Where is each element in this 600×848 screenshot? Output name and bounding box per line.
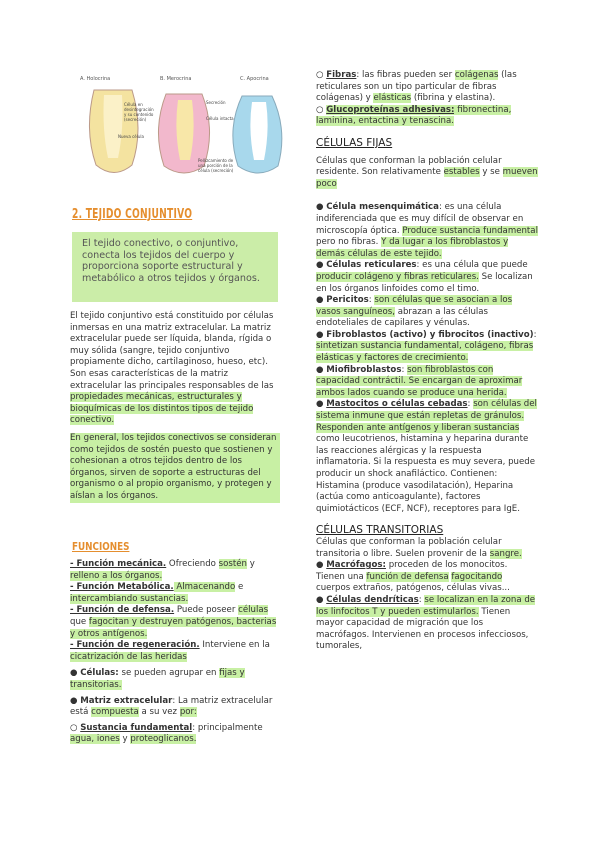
- mesenchymal-item: ● Célula mesenquimática: es una célula indiferenciada que es muy difícil de observar en microscopía óptica. Produce sustancia fundamental pero no fibras. Y da lugar a los fibroblastos y demás células de este tejido.: [316, 202, 538, 259]
- cells-item: ● Células: se pueden agrupar en fijas y transitorias.: [70, 668, 245, 690]
- function-4: - Función de regeneración. Interviene en la cicatrización de las heridas: [70, 640, 270, 662]
- fig-label-5: Nueva célula: [118, 134, 144, 139]
- fig-label-1: Célula en: [124, 102, 143, 107]
- function-3: - Función de defensa. Puede poseer células que fagocitan y destruyen patógenos, bacterias y otros antígenos.: [70, 605, 277, 639]
- fig-label-2: desintegración: [124, 107, 154, 112]
- fijas-heading: CÉLULAS FIJAS: [316, 136, 393, 149]
- dendritic-item: ● Células dendríticas: se localizan en la zona de los linfocitos T y pueden estimularlos. Tienen mayor capacidad de migración que los macrófagos. Intervienen en procesos infecciosos, tumorales,: [316, 594, 536, 652]
- fijas-intro: Células que conforman la población celular residente. Son relativamente estables y se mueven poco: [316, 155, 538, 189]
- fig-label-8: Pellizcamiento de: [198, 158, 234, 163]
- fig-label-c: C. Apocrina: [240, 76, 269, 82]
- intro-box: [72, 232, 278, 302]
- funciones-heading: FUNCIONES: [72, 540, 130, 553]
- fig-label-9: una porción de la: [198, 163, 233, 168]
- fibroblasts-item: ● Fibroblastos (activo) y fibrocitos (inactivo): sintetizan sustancia fundamental, colágeno, fibras elásticas y factores de crecimiento.: [316, 329, 537, 364]
- pericytes-item: ● Pericitos: son células que se asocian a los vasos sanguíneos, abrazan a las células endoteliales de capilares y vénulas.: [316, 295, 513, 329]
- myofibroblasts-item: ● Miofibroblastos: son fibroblastos con capacidad contráctil. Se encargan de aproximar ambos lados cuando se produce una herida.: [316, 364, 523, 398]
- fundamental-item: ○ Sustancia fundamental: principalmente agua, iones y proteoglicanos.: [70, 722, 263, 745]
- function-2: - Función Metabólica. Almacenando e intercambiando sustancias.: [70, 582, 244, 604]
- transitorias-intro: Células que conforman la población celular transitoria o libre. Suelen provenir de la sangre.: [316, 536, 522, 559]
- section-heading: 2. TEJIDO CONJUNTIVO: [72, 207, 193, 222]
- fig-label-a: A. Holocrina: [80, 76, 111, 82]
- glyco-item: ○ Glucoproteínas adhesivas: fibronectina, laminina, entactina y tenascina.: [316, 104, 512, 127]
- right-column: [316, 70, 538, 653]
- function-1: - Función mecánica. Ofreciendo sostén y relleno a los órganos.: [70, 559, 255, 581]
- paragraph-2: En general, los tejidos conectivos se consideran como tejidos de sostén puesto que sostienen y cohesionan a otros tejidos dentro de los órganos, sirven de soporte a estructuras del organismo o al propio organismo, y protegen y aíslan a los órganos.: [70, 433, 280, 503]
- fig-label-10: célula (secreción): [198, 168, 234, 173]
- macrophages-item: ● Macrófagos: proceden de los monocitos. Tienen una función de defensa fagocitando cuerpos extraños, patógenos, células vivas...: [316, 560, 510, 594]
- fig-label-b: B. Merocrina: [160, 76, 192, 82]
- fig-label-7: Célula intacta: [206, 116, 234, 121]
- matrix-item: ● Matriz extracelular: La matriz extracelular está compuesta a su vez por:: [70, 695, 273, 718]
- reticular-item: ● Células reticulares: es una célula que puede producir colágeno y fibras reticulares. Se localizan en los órganos linfoides como el timo.: [316, 260, 533, 294]
- functions-list: [70, 559, 280, 746]
- transitorias-heading: CÉLULAS TRANSITORIAS: [316, 524, 444, 537]
- fibers-item: ○ Fibras: las fibras pueden ser colágenas (las reticulares son un tipo particular de fibras colágenas) y elásticas (fibrina y elastina).: [316, 70, 517, 104]
- paragraph-1: El tejido conjuntivo está constituido por células inmersas en una matriz extracelular. La matriz extracelular puede ser líquida, blanda, rígida o muy sólida (sangre, tejido conjuntivo propiamente dicho, cartilaginoso, hueso, etc). Son esas características de la matriz extracelular las principales responsables de las propiedades mecánicas, estructurales y bioquímicas de los distintos tipos de tejido conectivo.: [70, 311, 274, 426]
- left-column: [70, 311, 280, 503]
- fig-label-3: y su contenido: [124, 112, 154, 117]
- intro-text: El tejido conectivo, o conjuntivo, conecta los tejidos del cuerpo y proporciona soporte estructural y metabólico a otros tejidos y órganos.: [82, 238, 260, 284]
- mastocytes-item: ● Mastocitos o células cebadas: son células del sistema inmune que están repletas de gránulos. Responden ante antígenos y liberan sustancias como leucotrienos, histamina y heparina durante las reacciones alérgicas y la respuesta inflamatoria. Si la respuesta es muy severa, puede producir un shock anafiláctico. Contienen: Histamina (produce vasodilatación), Heparina (actúa como anticoagulante), factores quimiotácticos (ECF, NCF), receptores para IgE.: [316, 399, 537, 514]
- fig-label-6: Secreción: [206, 100, 226, 105]
- fig-label-4: (secreción): [124, 117, 147, 122]
- glands-figure: [74, 70, 294, 185]
